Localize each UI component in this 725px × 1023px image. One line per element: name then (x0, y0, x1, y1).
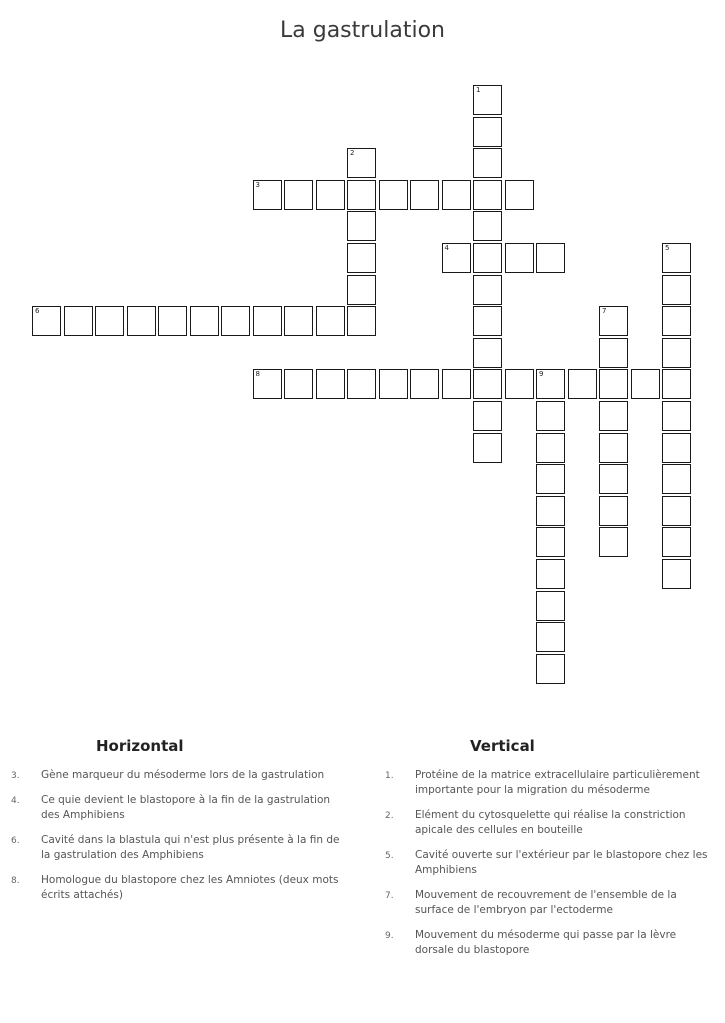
horizontal-clue: 3. Gène marqueur du mésoderme lors de la gastrulation (11, 769, 325, 781)
cell-number: 9 (539, 370, 544, 379)
crossword-cell[interactable] (379, 369, 408, 399)
crossword-cell[interactable] (221, 306, 250, 336)
crossword-cell[interactable] (473, 401, 502, 431)
crossword-cell[interactable] (662, 243, 691, 273)
vertical-clue: 7. Mouvement de recouvrement de l'ensemble de la surface de l'embryon par l'ectoderme (385, 889, 677, 916)
crossword-cell[interactable] (442, 243, 471, 273)
crossword-cell[interactable] (536, 243, 565, 273)
crossword-cell[interactable] (284, 306, 313, 336)
crossword-cell[interactable] (505, 369, 534, 399)
crossword-cell[interactable] (599, 433, 628, 463)
crossword-cell[interactable] (599, 464, 628, 494)
horizontal-clue: 8. Homologue du blastopore chez les Amniotes (deux mots écrits attachés) (11, 874, 339, 901)
crossword-cell[interactable] (536, 401, 565, 431)
crossword-cell[interactable] (253, 369, 282, 399)
vertical-clue: 1. Protéine de la matrice extracellulaire particulièrement importante pour la migration du mésoderme (385, 769, 700, 796)
cell-number: 7 (602, 307, 607, 316)
crossword-cell[interactable] (473, 275, 502, 305)
crossword-cell[interactable] (631, 369, 660, 399)
crossword-cell[interactable] (158, 306, 187, 336)
crossword-cell[interactable] (473, 369, 502, 399)
cell-number: 5 (665, 244, 670, 252)
crossword-cell[interactable] (599, 306, 628, 336)
crossword-cell[interactable] (347, 211, 376, 241)
crossword-cell[interactable] (599, 527, 628, 557)
page-title: La gastrulation (280, 18, 445, 43)
crossword-cell[interactable] (316, 369, 345, 399)
crossword-cell[interactable] (379, 180, 408, 210)
crossword-cell[interactable] (662, 338, 691, 368)
crossword-cell[interactable] (347, 180, 376, 210)
vertical-heading: Vertical (470, 737, 535, 755)
crossword-cell[interactable] (473, 338, 502, 368)
crossword-cell[interactable] (473, 117, 502, 147)
cell-number: 8 (255, 370, 260, 379)
vertical-clue: 5. Cavité ouverte sur l'extérieur par le blastopore chez les Amphibiens (385, 849, 708, 876)
crossword-cell[interactable] (410, 180, 439, 210)
crossword-cell[interactable] (536, 559, 565, 589)
crossword-cell[interactable] (347, 243, 376, 273)
vertical-clue: 9. Mouvement du mésoderme qui passe par la lèvre dorsale du blastopore (385, 929, 677, 956)
cell-number: 3 (255, 180, 260, 189)
horizontal-heading: Horizontal (96, 737, 184, 755)
cell-number: 1 (476, 86, 481, 94)
crossword-cell[interactable] (316, 306, 345, 336)
crossword-cell[interactable] (473, 211, 502, 241)
crossword-cell[interactable] (473, 85, 502, 115)
horizontal-clue-list (11, 768, 341, 913)
crossword-cell[interactable] (599, 401, 628, 431)
crossword-cell[interactable] (190, 306, 219, 336)
crossword-cell[interactable] (284, 180, 313, 210)
crossword-cell[interactable] (347, 148, 376, 178)
crossword-cell[interactable] (568, 369, 597, 399)
crossword-cell[interactable] (536, 622, 565, 652)
crossword-cell[interactable] (662, 401, 691, 431)
crossword-cell[interactable] (473, 180, 502, 210)
crossword-cell[interactable] (442, 369, 471, 399)
crossword-cell[interactable] (662, 433, 691, 463)
crossword-cell[interactable] (253, 180, 282, 210)
crossword-cell[interactable] (536, 527, 565, 557)
cell-number: 6 (35, 307, 40, 316)
crossword-cell[interactable] (95, 306, 124, 336)
crossword-cell[interactable] (662, 559, 691, 589)
vertical-clue: 2. Elément du cytosquelette qui réalise la constriction apicale des cellules en bouteille (385, 809, 686, 836)
crossword-cell[interactable] (473, 148, 502, 178)
crossword-cell[interactable] (536, 433, 565, 463)
crossword-cell[interactable] (473, 243, 502, 273)
crossword-cell[interactable] (64, 306, 93, 336)
horizontal-clue: 6. Cavité dans la blastula qui n'est plus présente à la fin de la gastrulation des Amphibiens (11, 834, 340, 861)
vertical-clue-list (385, 768, 715, 968)
crossword-cell[interactable] (662, 464, 691, 494)
crossword-cell[interactable] (599, 369, 628, 399)
crossword-cell[interactable] (32, 306, 61, 336)
horizontal-clue: 4. Ce quie devient le blastopore à la fin de la gastrulation des Amphibiens (11, 794, 331, 821)
crossword-cell[interactable] (347, 306, 376, 336)
crossword-cell[interactable] (442, 180, 471, 210)
crossword-cell[interactable] (253, 306, 282, 336)
crossword-cell[interactable] (347, 369, 376, 399)
crossword-cell[interactable] (505, 243, 534, 273)
crossword-cell[interactable] (316, 180, 345, 210)
crossword-cell[interactable] (347, 275, 376, 305)
crossword-cell[interactable] (473, 433, 502, 463)
crossword-cell[interactable] (536, 591, 565, 621)
cell-number: 4 (444, 244, 449, 252)
crossword-cell[interactable] (662, 275, 691, 305)
cell-number: 2 (350, 149, 355, 158)
crossword-cell[interactable] (473, 306, 502, 336)
crossword-cell[interactable] (662, 527, 691, 557)
crossword-cell[interactable] (599, 338, 628, 368)
crossword-cell[interactable] (662, 496, 691, 526)
crossword-cell[interactable] (536, 496, 565, 526)
crossword-cell[interactable] (662, 369, 691, 399)
crossword-cell[interactable] (284, 369, 313, 399)
crossword-cell[interactable] (505, 180, 534, 210)
crossword-cell[interactable] (536, 464, 565, 494)
crossword-cell[interactable] (536, 654, 565, 684)
crossword-cell[interactable] (662, 306, 691, 336)
crossword-cell[interactable] (536, 369, 565, 399)
crossword-cell[interactable] (410, 369, 439, 399)
crossword-cell[interactable] (127, 306, 156, 336)
crossword-cell[interactable] (599, 496, 628, 526)
